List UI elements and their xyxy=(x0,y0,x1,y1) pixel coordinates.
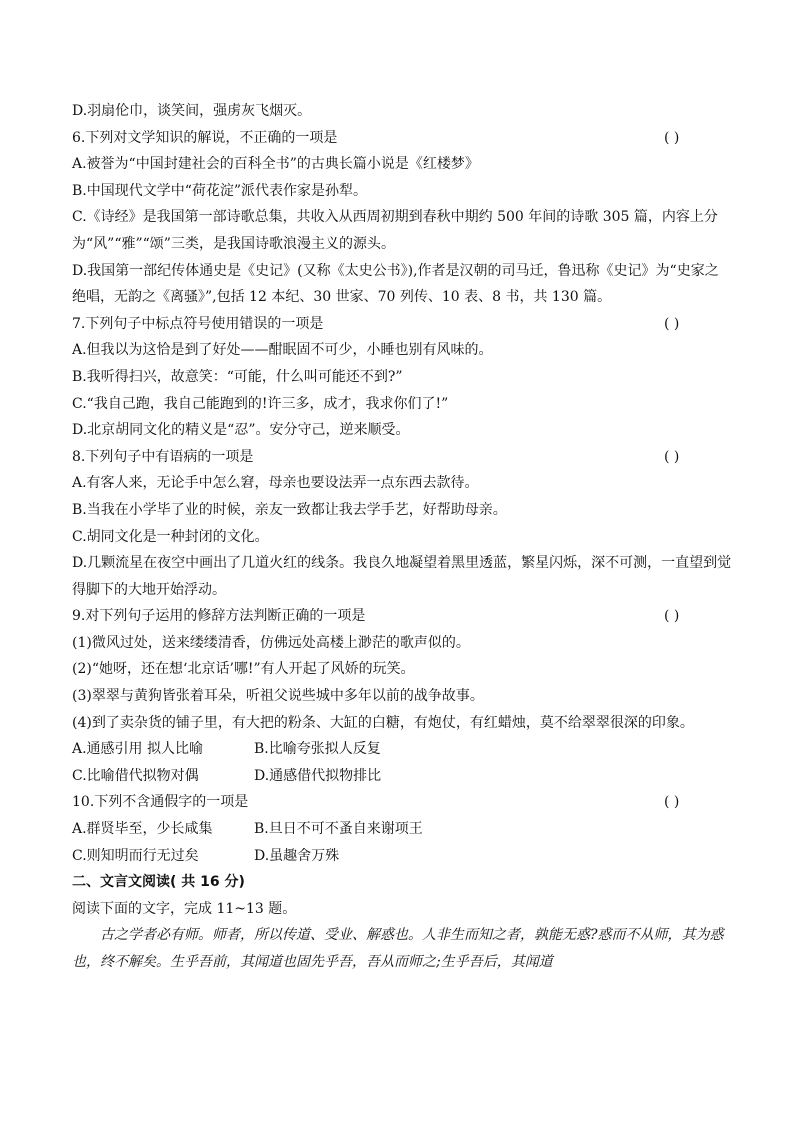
question-6-stem: 6.下列对文学知识的解说，不正确的一项是 xyxy=(72,129,338,146)
question-9-sentence-2: (2)“她呀，还在想‘北京话’哪!”有人开起了风娇的玩笑。 xyxy=(72,661,415,678)
question-10-option-a: A.群贤毕至，少长咸集 xyxy=(72,821,213,838)
question-6-option-d: D.我国第一部纪传体通史是《史记》(又称《太史公书》),作者是汉朝的司马迁，鲁迅称《史记》为“史家之绝唱，无韵之《离骚》”,包括 12 本纪、30 世家、70 列传、10 表、8 书，共 130 篇。 xyxy=(72,262,719,306)
question-9-sentence-4: (4)到了卖杂货的铺子里，有大把的粉条、大缸的白糖，有炮仗，有红蜡烛，莫不给翠翠很深的印象。 xyxy=(72,714,694,731)
question-6-option-c: C.《诗经》是我国第一部诗歌总集，共收入从西周初期到春秋中期约 500 年间的诗歌 305 篇，内容上分为“风”“雅”“颂”三类，是我国诗歌浪漫主义的源头。 xyxy=(72,209,718,252)
answer-blank-6: ( ) xyxy=(664,129,680,146)
question-7-option-c: C.“我自己跑，我自己能跑到的!许三多，成才，我求你们了!” xyxy=(72,395,449,412)
question-10-stem: 10.下列不含通假字的一项是 xyxy=(72,794,249,811)
question-9-sentence-1: (1)微风过处，送来缕缕清香，仿佛远处高楼上渺茫的歌声似的。 xyxy=(72,634,470,651)
question-9-option-c: C.比喻借代拟物对偶 xyxy=(72,767,199,784)
question-10-options-row-1 xyxy=(72,816,732,843)
answer-blank-10: ( ) xyxy=(664,794,680,811)
question-7 xyxy=(72,311,732,338)
question-8-option-c: C.胡同文化是一种封闭的文化。 xyxy=(72,528,269,545)
answer-blank-8: ( ) xyxy=(664,448,680,465)
question-9-options-row-2 xyxy=(72,763,732,790)
question-9 xyxy=(72,603,732,630)
question-9-option-b: B.比喻夸张拟人反复 xyxy=(254,741,381,758)
question-9-options-row-1 xyxy=(72,736,732,763)
question-6 xyxy=(72,125,732,152)
question-8-option-d: D.几颗流星在夜空中画出了几道火红的线条。我良久地凝望着黑里透蓝，繁星闪烁，深不可测，一直望到觉得脚下的大地开始浮动。 xyxy=(72,555,732,598)
question-10-options-row-2 xyxy=(72,843,732,870)
section-heading: 二、文言文阅读( 共 16 分) xyxy=(72,874,245,891)
question-7-stem: 7.下列句子中标点符号使用错误的一项是 xyxy=(72,315,324,332)
question-8-stem: 8.下列句子中有语病的一项是 xyxy=(72,448,254,465)
question-8-option-a: A.有客人来，无论手中怎么窘，母亲也要设法弄一点东西去款待。 xyxy=(72,475,479,492)
question-7-option-d: D.北京胡同文化的精义是“忍”。安分守己，逆来顺受。 xyxy=(72,422,410,439)
answer-blank-7: ( ) xyxy=(664,315,680,332)
exam-page xyxy=(72,98,732,976)
question-9-option-a: A.通感引用 拟人比喻 xyxy=(72,741,204,758)
question-10-option-b: B.旦日不可不蚤自来谢项王 xyxy=(254,821,423,838)
question-7-option-b: B.我听得扫兴，故意笑：“可能，什么叫可能还不到?” xyxy=(72,368,403,385)
question-9-stem: 9.对下列句子运用的修辞方法判断正确的一项是 xyxy=(72,608,366,625)
option-d-previous: D.羽扇伦巾，谈笑间，强虏灰飞烟灭。 xyxy=(72,103,312,119)
question-10-option-c: C.则知明而行无过矣 xyxy=(72,847,199,864)
question-7-option-a: A.但我以为这恰是到了好处——酣眠固不可少，小睡也别有风味的。 xyxy=(72,342,493,359)
question-9-option-d: D.通感借代拟物排比 xyxy=(254,767,382,784)
question-8 xyxy=(72,444,732,471)
question-6-option-a: A.被誉为“中国封建社会的百科全书”的古典长篇小说是《红楼梦》 xyxy=(72,156,479,173)
reading-instruction: 阅读下面的文字，完成 11~13 题。 xyxy=(72,900,297,917)
question-9-sentence-3: (3)翠翠与黄狗皆张着耳朵，听祖父说些城中多年以前的战争故事。 xyxy=(72,688,484,705)
classical-passage: 古之学者必有师。师者，所以传道、受业、解惑也。人非生而知之者，孰能无惑?惑而不从师，其为惑也，终不解矣。生乎吾前，其闻道也固先乎吾，吾从而师之;生乎吾后，其闻道 xyxy=(72,927,724,970)
question-10-option-d: D.虽趣舍万殊 xyxy=(254,847,340,864)
question-10 xyxy=(72,789,732,816)
answer-blank-9: ( ) xyxy=(664,608,680,625)
question-8-option-b: B.当我在小学毕了业的时候，亲友一致都让我去学手艺，好帮助母亲。 xyxy=(72,501,507,518)
question-6-option-b: B.中国现代文学中“荷花淀”派代表作家是孙犁。 xyxy=(72,182,368,199)
